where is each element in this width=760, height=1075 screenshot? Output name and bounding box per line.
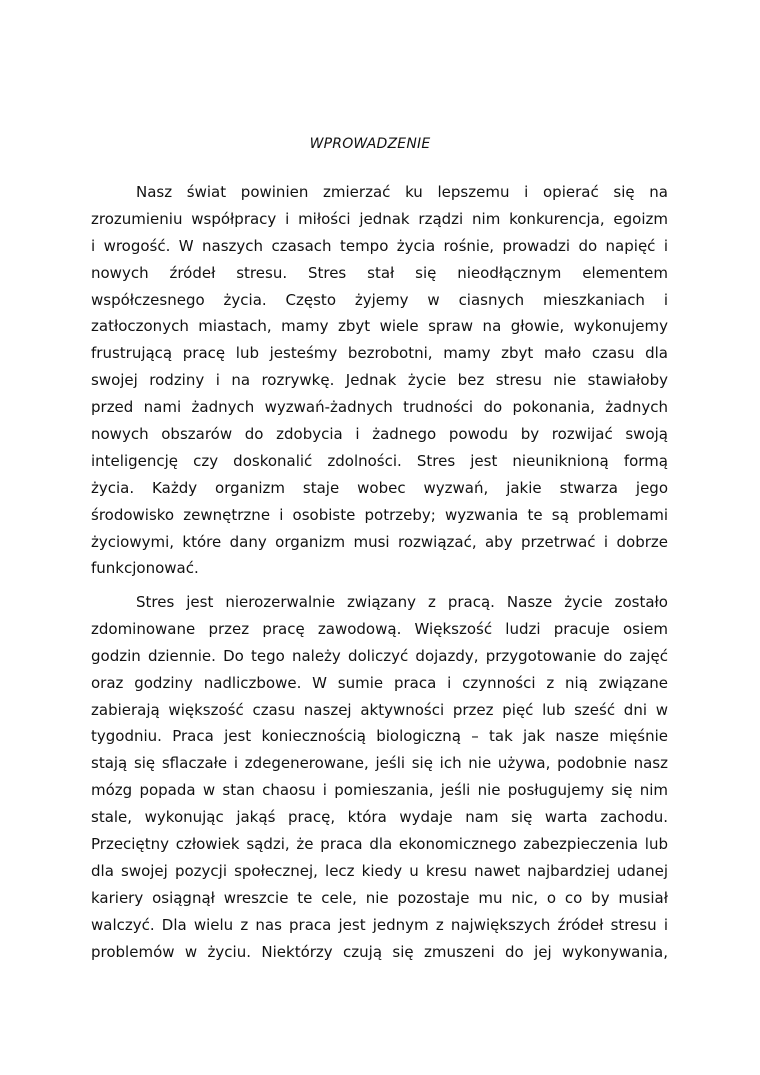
paragraph-line: zdominowane przez pracę zawodową. Większość ludzi pracuje osiem — [91, 619, 668, 638]
paragraph-line: tygodniu. Praca jest koniecznością biologiczną – tak jak nasze mięśnie — [91, 727, 668, 746]
paragraph-line: Przeciętny człowiek sądzi, że praca dla ekonomicznego zabezpieczenia lub — [91, 835, 668, 854]
paragraph-line: i wrogość. W naszych czasach tempo życia rośnie, prowadzi do napięć i — [91, 236, 668, 255]
paragraph-line: walczyć. Dla wielu z nas praca jest jednym z największych źródeł stresu i — [91, 915, 668, 934]
paragraph-line: frustrującą pracę lub jesteśmy bezrobotni, mamy zbyt mało czasu dla — [91, 344, 668, 363]
paragraph-line: godzin dziennie. Do tego należy doliczyć dojazdy, przygotowanie do zajęć — [91, 646, 668, 665]
paragraph-line: inteligencję czy doskonalić zdolności. Stres jest nieuniknioną formą — [91, 451, 668, 470]
paragraph-line: zatłoczonych miastach, mamy zbyt wiele spraw na głowie, wykonujemy — [91, 317, 668, 336]
paragraph-1 — [91, 179, 668, 582]
paragraph-line: Nasz świat powinien zmierzać ku lepszemu i opierać się na — [136, 183, 668, 201]
document-title: WPROWADZENIE — [309, 136, 431, 152]
paragraph-2 — [91, 589, 668, 965]
paragraph-line: Stres jest nierozerwalnie związany z pracą. Nasze życie zostało — [136, 593, 668, 611]
paragraph-line: przed nami żadnych wyzwań-żadnych trudności do pokonania, żadnych — [91, 398, 668, 417]
paragraph-line: środowisko zewnętrzne i osobiste potrzeby; wyzwania te są problemami — [91, 505, 668, 524]
paragraph-line: funkcjonować. — [91, 559, 199, 578]
paragraph-line: nowych źródeł stresu. Stres stał się nieodłącznym elementem — [91, 263, 668, 282]
paragraph-line: kariery osiągnął wreszcie te cele, nie pozostaje mu nic, o co by musiał — [91, 888, 668, 907]
paragraph-line: stają się sflaczałe i zdegenerowane, jeśli się ich nie używa, podobnie nasz — [91, 754, 668, 773]
paragraph-line: dla swojej pozycji społecznej, lecz kiedy u kresu nawet najbardziej udanej — [91, 861, 668, 880]
paragraph-line: swojej rodziny i na rozrywkę. Jednak życie bez stresu nie stawiałoby — [91, 371, 668, 390]
paragraph-line: nowych obszarów do zdobycia i żadnego powodu by rozwijać swoją — [91, 425, 668, 444]
paragraph-line: zrozumieniu współpracy i miłości jednak rządzi nim konkurencja, egoizm — [91, 209, 668, 228]
paragraph-line: współczesnego życia. Często żyjemy w ciasnych mieszkaniach i — [91, 290, 668, 309]
paragraph-line: zabierają większość czasu naszej aktywności przez pięć lub sześć dni w — [91, 700, 668, 719]
paragraph-line: życia. Każdy organizm staje wobec wyzwań, jakie stwarza jego — [91, 478, 668, 497]
paragraph-line: życiowymi, które dany organizm musi rozwiązać, aby przetrwać i dobrze — [91, 532, 668, 551]
paragraph-line: mózg popada w stan chaosu i pomieszania, jeśli nie posługujemy się nim — [91, 781, 668, 800]
paragraph-line: oraz godziny nadliczbowe. W sumie praca i czynności z nią związane — [91, 673, 668, 692]
paragraph-line: stale, wykonując jakąś pracę, która wydaje nam się warta zachodu. — [91, 808, 668, 827]
paragraph-line: problemów w życiu. Niektórzy czują się zmuszeni do jej wykonywania, — [91, 942, 668, 961]
